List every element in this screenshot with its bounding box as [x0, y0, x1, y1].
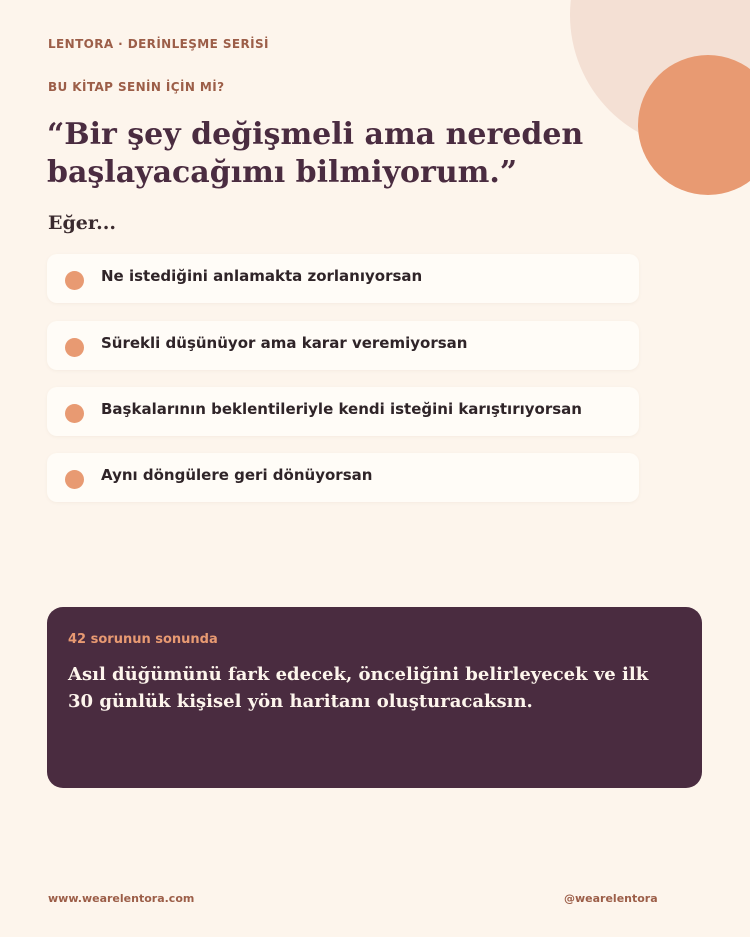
- list-item-text: Sürekli düşünüyor ama karar veremiyorsan: [101, 334, 468, 352]
- footer-handle: @wearelentora: [564, 892, 658, 905]
- list-item: [47, 387, 639, 436]
- condition-label: Eğer...: [48, 212, 116, 234]
- summary-card: [47, 607, 702, 788]
- list-item-text: Ne istediğini anlamakta zorlanıyorsan: [101, 267, 423, 285]
- summary-kicker: 42 sorunun sonunda: [68, 632, 218, 647]
- summary-body: Asıl düğümünü fark edecek, önceliğini belirleyecek ve ilk 30 günlük kişisel yön haritanı oluşturacaksın.: [68, 664, 649, 712]
- series-label: LENTORA · DERİNLEŞME SERİSİ: [48, 37, 269, 51]
- bullet-dot-icon: [65, 271, 84, 290]
- list-item: [47, 453, 639, 502]
- bullet-dot-icon: [65, 404, 84, 423]
- headline-quote: “Bir şey değişmeli ama nereden başlayacağımı bilmiyorum.”: [47, 117, 584, 190]
- footer-website: www.wearelentora.com: [48, 892, 195, 905]
- list-item: [47, 321, 639, 370]
- list-item: [47, 254, 639, 303]
- section-question: BU KİTAP SENİN İÇİN Mİ?: [48, 80, 225, 94]
- bullet-dot-icon: [65, 470, 84, 489]
- list-item-text: Aynı döngülere geri dönüyorsan: [101, 466, 373, 484]
- list-item-text: Başkalarının beklentileriyle kendi isteğini karıştırıyorsan: [101, 400, 582, 418]
- bullet-dot-icon: [65, 338, 84, 357]
